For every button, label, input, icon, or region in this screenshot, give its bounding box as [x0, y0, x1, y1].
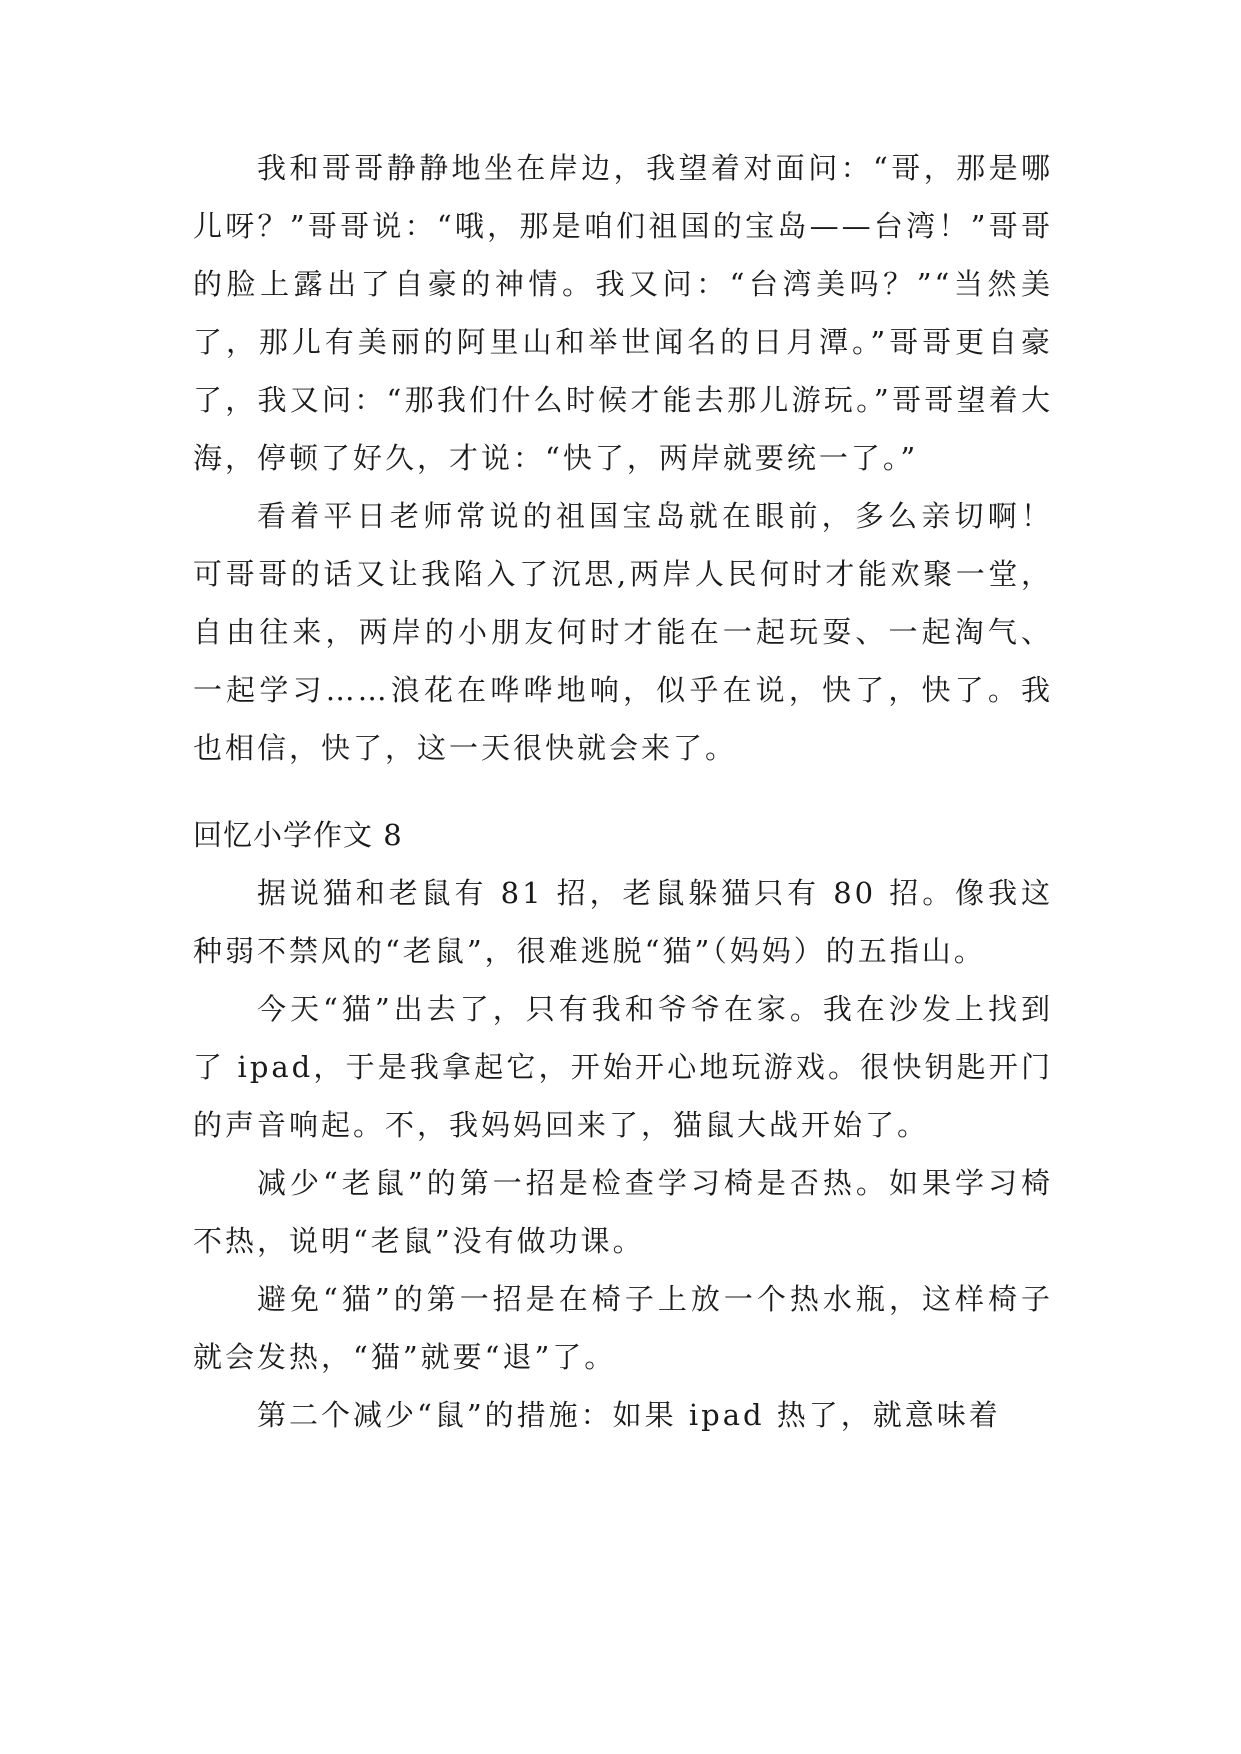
essay-section-2	[193, 806, 1053, 1444]
essay-section-1	[193, 139, 1053, 777]
paragraph: 看着平日老师常说的祖国宝岛就在眼前，多么亲切啊！可哥哥的话又让我陷入了沉思,两岸人民何时才能欢聚一堂，自由往来，两岸的小朋友何时才能在一起玩耍、一起淘气、一起学习……浪花在哗哗地响，似乎在说，快了，快了。我也相信，快了，这一天很快就会来了。	[193, 499, 1053, 765]
paragraph: 避免“猫”的第一招是在椅子上放一个热水瓶，这样椅子就会发热，“猫”就要“退”了。	[193, 1282, 1053, 1374]
paragraph: 据说猫和老鼠有 81 招，老鼠躲猫只有 80 招。像我这种弱不禁风的“老鼠”，很难逃脱“猫”（妈妈）的五指山。	[193, 876, 1053, 968]
section-title: 回忆小学作文 8	[193, 818, 403, 852]
paragraph: 第二个减少“鼠”的措施：如果 ipad 热了，就意味着	[257, 1398, 1001, 1432]
paragraph: 减少“老鼠”的第一招是检查学习椅是否热。如果学习椅不热，说明“老鼠”没有做功课。	[193, 1166, 1053, 1258]
paragraph: 今天“猫”出去了，只有我和爷爷在家。我在沙发上找到了 ipad，于是我拿起它，开始开心地玩游戏。很快钥匙开门的声音响起。不，我妈妈回来了，猫鼠大战开始了。	[193, 992, 1053, 1142]
paragraph: 我和哥哥静静地坐在岸边，我望着对面问：“哥，那是哪儿呀？”哥哥说：“哦，那是咱们祖国的宝岛——台湾！”哥哥的脸上露出了自豪的神情。我又问：“台湾美吗？”“当然美了，那儿有美丽的阿里山和举世闻名的日月潭。”哥哥更自豪了，我又问：“那我们什么时候才能去那儿游玩。”哥哥望着大海，停顿了好久，才说：“快了，两岸就要统一了。”	[193, 151, 1053, 475]
